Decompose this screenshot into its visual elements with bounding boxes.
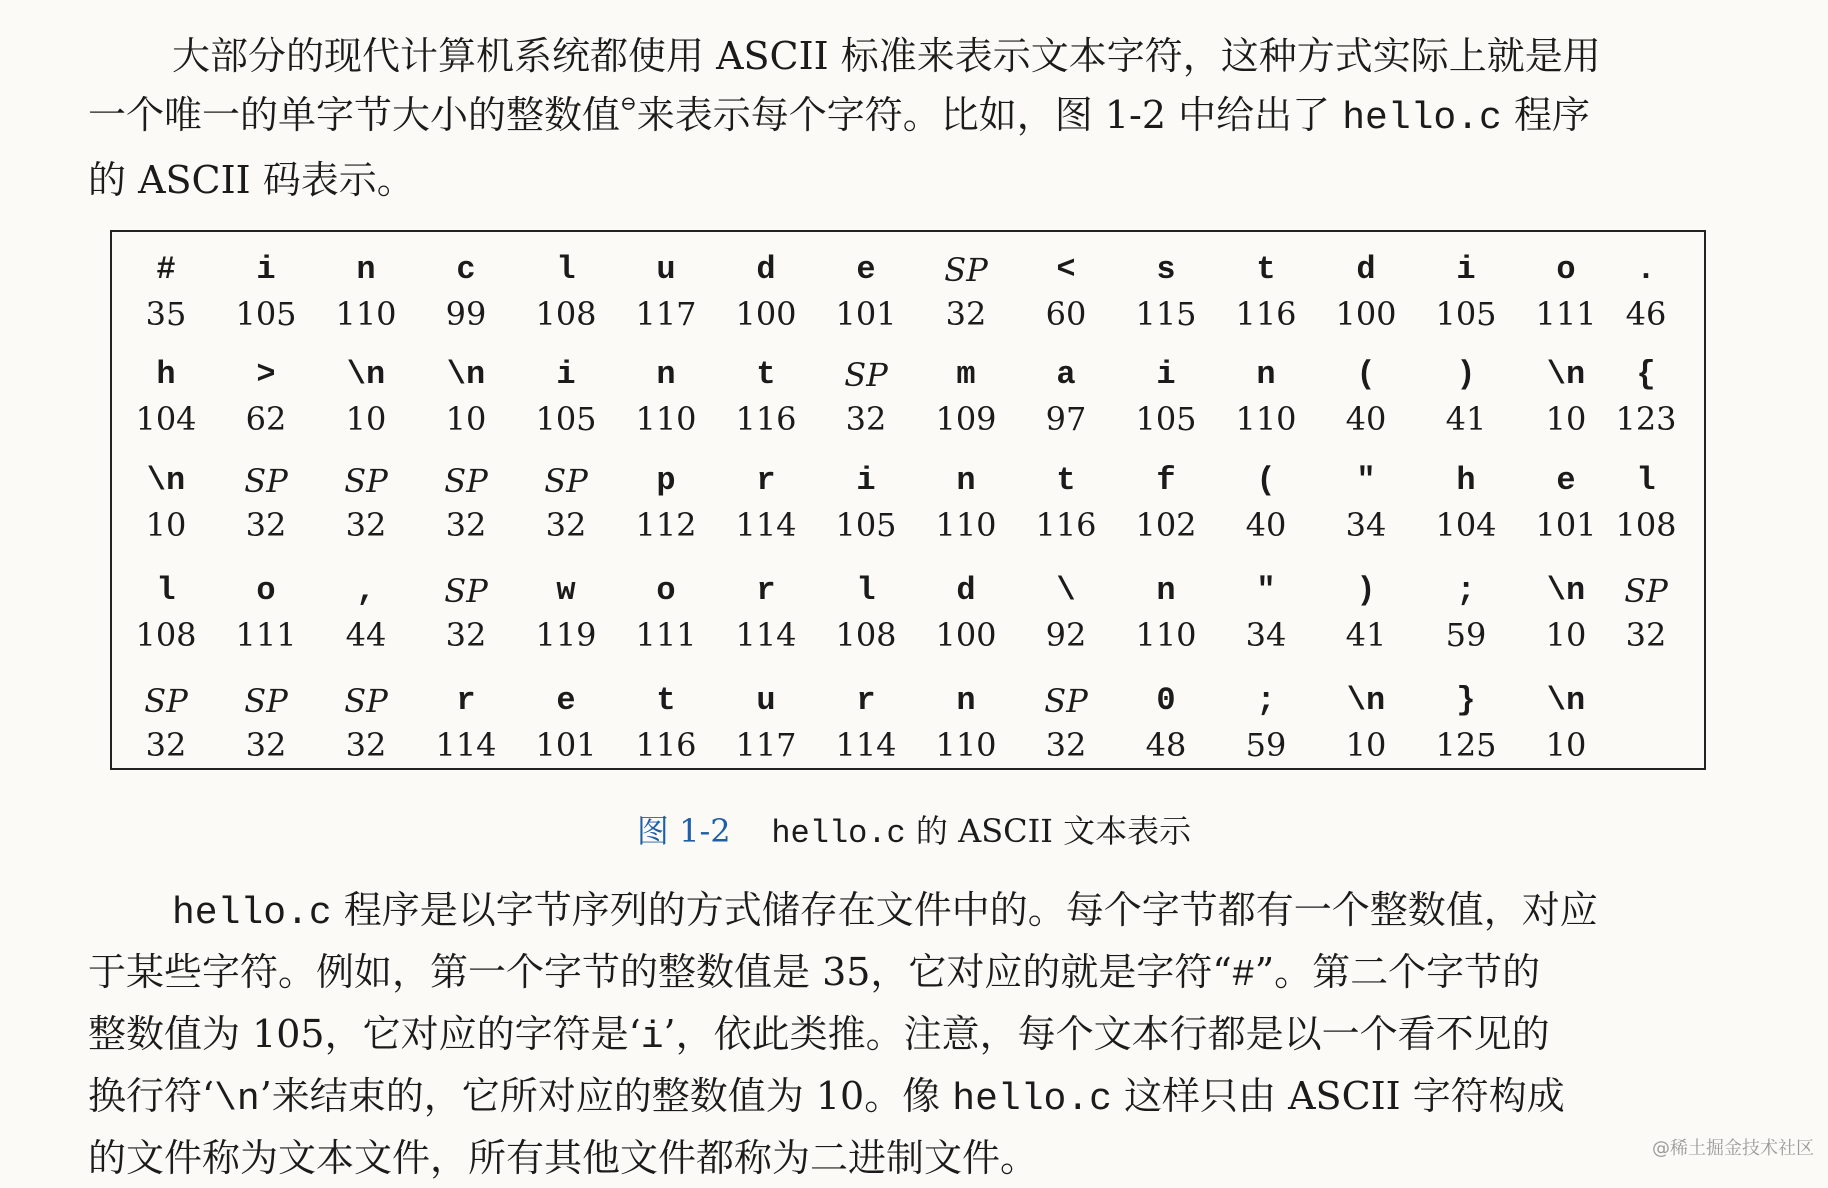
code-cell: 109 xyxy=(935,400,997,438)
char-cell: l xyxy=(856,572,876,609)
char-cell: i xyxy=(556,356,576,393)
watermark: @稀土掘金技术社区 xyxy=(1652,1138,1814,1159)
code-cell: 101 xyxy=(835,295,897,333)
char-cell: # xyxy=(156,251,176,288)
char-cell: d xyxy=(1356,251,1376,288)
code-cell: 32 xyxy=(845,400,887,438)
figure-label: 图 1-2 xyxy=(636,812,731,850)
code-cell: 110 xyxy=(1235,400,1297,438)
code-cell: 10 xyxy=(1545,726,1587,764)
char-cell: ) xyxy=(1456,356,1476,393)
code-cell: 119 xyxy=(535,616,597,654)
code-cell: 60 xyxy=(1045,295,1087,333)
code-cell: 117 xyxy=(735,726,797,764)
body-line-4: 换行符‘\n’来结束的，它所对应的整数值为 10。像 hello.c 这样只由 ASCII 字符构成 xyxy=(88,1074,1565,1121)
code-cell: 59 xyxy=(1245,726,1287,764)
code-cell: 99 xyxy=(445,295,487,333)
char-cell: t xyxy=(1056,462,1076,499)
char-cell: SP xyxy=(244,462,288,500)
char-cell: u xyxy=(656,251,676,288)
code-cell: 105 xyxy=(835,506,897,544)
code-cell: 46 xyxy=(1625,295,1667,333)
code-hello-c: hello.c xyxy=(1342,97,1502,140)
char-cell: SP xyxy=(544,462,588,500)
code-cell: 105 xyxy=(1435,295,1497,333)
char-cell: ; xyxy=(1256,682,1276,719)
code-cell: 32 xyxy=(445,506,487,544)
code-cell: 105 xyxy=(1135,400,1197,438)
ascii-table xyxy=(110,230,1706,770)
char-cell: i xyxy=(256,251,276,288)
char-cell: s xyxy=(1156,251,1176,288)
char-cell: n xyxy=(956,462,976,499)
char-cell: \n xyxy=(1346,682,1386,719)
code-cell: 92 xyxy=(1045,616,1087,654)
char-cell: i xyxy=(856,462,876,499)
table-row xyxy=(112,248,1704,358)
code-cell: 108 xyxy=(1615,506,1677,544)
code-cell: 115 xyxy=(1135,295,1197,333)
char-cell: SP xyxy=(1044,682,1088,720)
code-cell: 32 xyxy=(1625,616,1667,654)
code-cell: 32 xyxy=(345,506,387,544)
code-cell: 116 xyxy=(735,400,797,438)
code-cell: 97 xyxy=(1045,400,1087,438)
char-cell: f xyxy=(1156,462,1176,499)
code-cell: 104 xyxy=(1435,506,1497,544)
code-cell: 114 xyxy=(435,726,497,764)
char-cell: ) xyxy=(1356,572,1376,609)
char-cell: SP xyxy=(444,462,488,500)
body-paragraph xyxy=(88,881,1738,1188)
char-cell: SP xyxy=(144,682,188,720)
code-cell: 44 xyxy=(345,616,387,654)
body-line-3: 整数值为 105，它对应的字符是‘i’，依此类推。注意，每个文本行都是以一个看不见的 xyxy=(88,1012,1550,1059)
char-cell: n xyxy=(1156,572,1176,609)
body-line-1: hello.c 程序是以字节序列的方式储存在文件中的。每个字节都有一个整数值，对应 xyxy=(172,888,1598,935)
char-cell: \n xyxy=(346,356,386,393)
char-cell: t xyxy=(756,356,776,393)
char-cell: n xyxy=(1256,356,1276,393)
char-cell: < xyxy=(1056,251,1076,288)
code-cell: 32 xyxy=(945,295,987,333)
char-cell: } xyxy=(1456,682,1476,719)
code-cell: 41 xyxy=(1345,616,1387,654)
char-cell: p xyxy=(656,462,676,499)
code-cell: 108 xyxy=(835,616,897,654)
code-cell: 10 xyxy=(445,400,487,438)
code-cell: 35 xyxy=(145,295,187,333)
code-cell: 100 xyxy=(1335,295,1397,333)
code-cell: 10 xyxy=(345,400,387,438)
code-cell: 110 xyxy=(335,295,397,333)
code-cell: 117 xyxy=(635,295,697,333)
code-cell: 111 xyxy=(1535,295,1597,333)
code-cell: 110 xyxy=(1135,616,1197,654)
code-cell: 10 xyxy=(145,506,187,544)
char-cell: a xyxy=(1056,356,1076,393)
char-cell: n xyxy=(956,682,976,719)
code-cell: 116 xyxy=(635,726,697,764)
code-cell: 41 xyxy=(1445,400,1487,438)
intro-line-2: 一个唯一的单字节大小的整数值⊖来表示每个字符。比如，图 1-2 中给出了 hello.c 程序 xyxy=(88,91,1590,140)
char-cell: \n xyxy=(1546,682,1586,719)
char-cell: > xyxy=(256,356,276,393)
char-cell: i xyxy=(1456,251,1476,288)
code-cell: 125 xyxy=(1435,726,1497,764)
code-cell: 10 xyxy=(1345,726,1387,764)
code-cell: 32 xyxy=(145,726,187,764)
char-cell: i xyxy=(1156,356,1176,393)
char-cell: o xyxy=(1556,251,1576,288)
code-cell: 116 xyxy=(1235,295,1297,333)
char-cell: r xyxy=(856,682,876,719)
char-cell: r xyxy=(756,462,776,499)
code-cell: 111 xyxy=(635,616,697,654)
char-cell: ; xyxy=(1456,572,1476,609)
code-cell: 101 xyxy=(535,726,597,764)
code-cell: 108 xyxy=(535,295,597,333)
code-cell: 10 xyxy=(1545,616,1587,654)
code-cell: 112 xyxy=(635,506,697,544)
code-cell: 111 xyxy=(235,616,297,654)
char-cell: d xyxy=(956,572,976,609)
code-cell: 114 xyxy=(735,506,797,544)
intro-line-3: 的 ASCII 码表示。 xyxy=(88,158,415,202)
char-cell: l xyxy=(556,251,576,288)
code-cell: 105 xyxy=(235,295,297,333)
char-cell: l xyxy=(1636,462,1656,499)
char-cell: h xyxy=(1456,462,1476,499)
code-cell: 100 xyxy=(735,295,797,333)
char-cell: t xyxy=(656,682,676,719)
char-cell: r xyxy=(756,572,776,609)
char-cell: o xyxy=(656,572,676,609)
intro-line-1: 大部分的现代计算机系统都使用 ASCII 标准来表示文本字符，这种方式实际上就是用 xyxy=(172,34,1601,78)
body-line-2: 于某些字符。例如，第一个字节的整数值是 35，它对应的就是字符“#”。第二个字节的 xyxy=(88,950,1541,997)
code-cell: 114 xyxy=(835,726,897,764)
char-cell: \n xyxy=(1546,572,1586,609)
intro-paragraph xyxy=(88,27,1738,210)
char-cell: c xyxy=(456,251,476,288)
code-cell: 105 xyxy=(535,400,597,438)
footnote-mark: ⊖ xyxy=(620,91,637,115)
code-cell: 10 xyxy=(1545,400,1587,438)
table-row xyxy=(112,569,1704,679)
char-cell: SP xyxy=(844,356,888,394)
char-cell: . xyxy=(1636,251,1656,288)
code-cell: 34 xyxy=(1345,506,1387,544)
code-cell: 114 xyxy=(735,616,797,654)
code-cell: 104 xyxy=(135,400,197,438)
char-cell: t xyxy=(1256,251,1276,288)
table-row xyxy=(112,459,1704,569)
char-cell: \ xyxy=(1056,572,1076,609)
code-cell: 32 xyxy=(1045,726,1087,764)
char-cell: " xyxy=(1256,572,1276,609)
char-cell: SP xyxy=(244,682,288,720)
code-cell: 59 xyxy=(1445,616,1487,654)
char-cell: d xyxy=(756,251,776,288)
char-cell: w xyxy=(556,572,576,609)
code-cell: 108 xyxy=(135,616,197,654)
char-cell: o xyxy=(256,572,276,609)
char-cell: e xyxy=(856,251,876,288)
char-cell: l xyxy=(156,572,176,609)
char-cell: SP xyxy=(344,682,388,720)
code-cell: 116 xyxy=(1035,506,1097,544)
code-cell: 32 xyxy=(245,506,287,544)
code-cell: 34 xyxy=(1245,616,1287,654)
char-cell: e xyxy=(556,682,576,719)
char-cell: SP xyxy=(444,572,488,610)
figure-caption xyxy=(0,806,1828,852)
char-cell: , xyxy=(356,572,376,609)
code-cell: 101 xyxy=(1535,506,1597,544)
char-cell: r xyxy=(456,682,476,719)
table-row xyxy=(112,679,1704,789)
char-cell: SP xyxy=(944,251,988,289)
code-cell: 32 xyxy=(345,726,387,764)
char-cell: h xyxy=(156,356,176,393)
char-cell: n xyxy=(656,356,676,393)
char-cell: \n xyxy=(1546,356,1586,393)
code-cell: 62 xyxy=(245,400,287,438)
char-cell: m xyxy=(956,356,976,393)
code-cell: 32 xyxy=(445,616,487,654)
code-cell: 100 xyxy=(935,616,997,654)
char-cell: 0 xyxy=(1156,682,1176,719)
code-cell: 40 xyxy=(1245,506,1287,544)
body-line-5: 的文件称为文本文件，所有其他文件都称为二进制文件。 xyxy=(88,1136,1039,1180)
code-cell: 48 xyxy=(1145,726,1187,764)
code-cell: 32 xyxy=(545,506,587,544)
char-cell: ( xyxy=(1256,462,1276,499)
code-cell: 32 xyxy=(245,726,287,764)
code-cell: 110 xyxy=(935,506,997,544)
caption-code: hello.c xyxy=(771,815,906,852)
code-cell: 40 xyxy=(1345,400,1387,438)
char-cell: { xyxy=(1636,356,1656,393)
char-cell: SP xyxy=(344,462,388,500)
char-cell: " xyxy=(1356,462,1376,499)
caption-text: 的 ASCII 文本表示 xyxy=(915,812,1192,850)
char-cell: ( xyxy=(1356,356,1376,393)
char-cell: n xyxy=(356,251,376,288)
code-cell: 102 xyxy=(1135,506,1197,544)
char-cell: SP xyxy=(1624,572,1668,610)
code-cell: 110 xyxy=(635,400,697,438)
char-cell: \n xyxy=(446,356,486,393)
table-row xyxy=(112,353,1704,463)
code-cell: 110 xyxy=(935,726,997,764)
char-cell: e xyxy=(1556,462,1576,499)
char-cell: \n xyxy=(146,462,186,499)
char-cell: u xyxy=(756,682,776,719)
code-cell: 123 xyxy=(1615,400,1677,438)
